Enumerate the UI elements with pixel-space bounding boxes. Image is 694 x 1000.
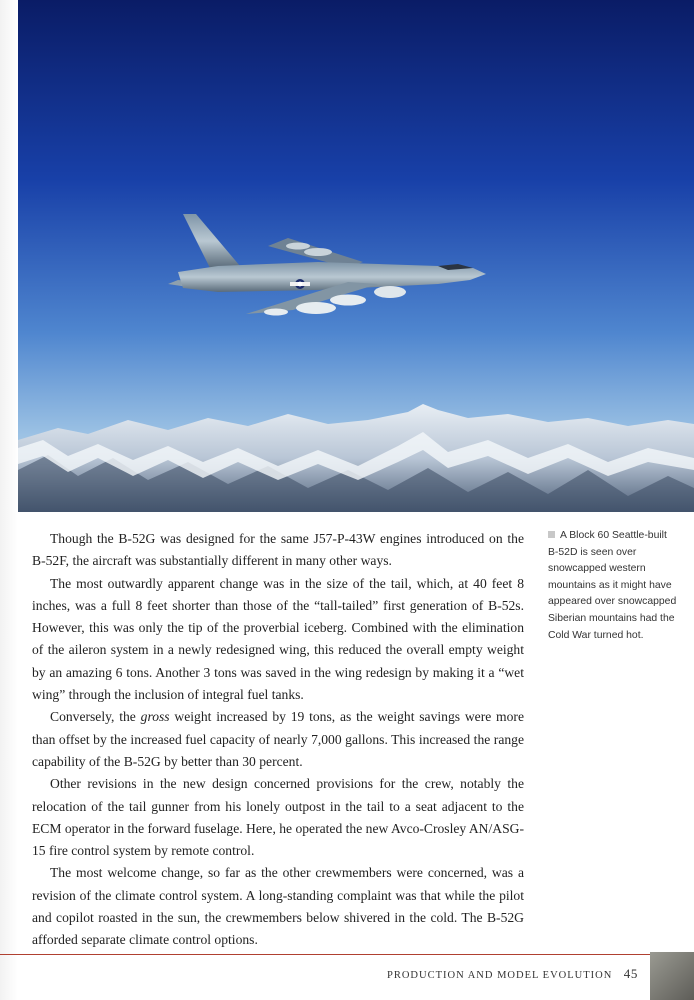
page-footer: [387, 966, 638, 982]
emphasis: gross: [140, 709, 170, 725]
caption-text: A Block 60 Seattle-built B-52D is seen over snowcapped western mountains as it might have appeared over snowcapped Siberian mountains had the Cold War turned hot.: [548, 530, 677, 641]
paragraph: [32, 706, 524, 773]
paragraph: Other revisions in the new design concerned provisions for the crew, notably the relocation of the tail gunner from his lonely outpost in the tail to a seat adjacent to the ECM operator in the forward fuselage. Here, he operated the new Avco-Crosley AN/ASG-15 fire control system by remote control.: [32, 776, 524, 859]
photo-illustration: [18, 0, 694, 512]
paragraph: Though the B-52G was designed for the same J57-P-43W engines introduced on the B-52F, the aircraft was substantially different in many other ways.: [32, 531, 524, 569]
caption-square-icon: [548, 531, 555, 538]
b52-over-mountains-photo: [18, 0, 694, 512]
text-run: Conversely, the: [50, 709, 141, 725]
article-body: [32, 528, 524, 952]
footer-divider: [0, 954, 650, 955]
paragraph: The most outwardly apparent change was in the size of the tail, which, at 40 feet 8 inches, was a full 8 feet shorter than those of the “tall-tailed” first generation of B-52s. However, this was only the tip of the proverbial iceberg. Combined with the elimination of the aileron system in a newly redesigned wing, this reduced the overall empty weight by an amazing 6 tons. Another 3 tons was saved in the wing redesign by making it a “wet wing” through the inclusion of integral fuel tanks.: [32, 575, 524, 703]
paragraph: The most welcome change, so far as the other crewmembers were concerned, was a revision of the climate control system. A long-standing complaint was that while the pilot and copilot roasted in the sun, the crewmembers below shivered in the cold. The B-52G afforded separate climate control options.: [32, 865, 524, 948]
photo-caption: [548, 528, 678, 644]
text-run: weight increased by 19 tons, as the weight savings were more than offset by the increased fuel capacity of nearly 7,000 gallons. This increased the range capability of the B-52G by better than 30 percent.: [32, 709, 524, 769]
page-gutter: [0, 0, 18, 1000]
running-footer-title: PRODUCTION AND MODEL EVOLUTION: [387, 970, 613, 981]
page-corner-shadow: [650, 952, 694, 1000]
page-number: 45: [623, 966, 638, 981]
